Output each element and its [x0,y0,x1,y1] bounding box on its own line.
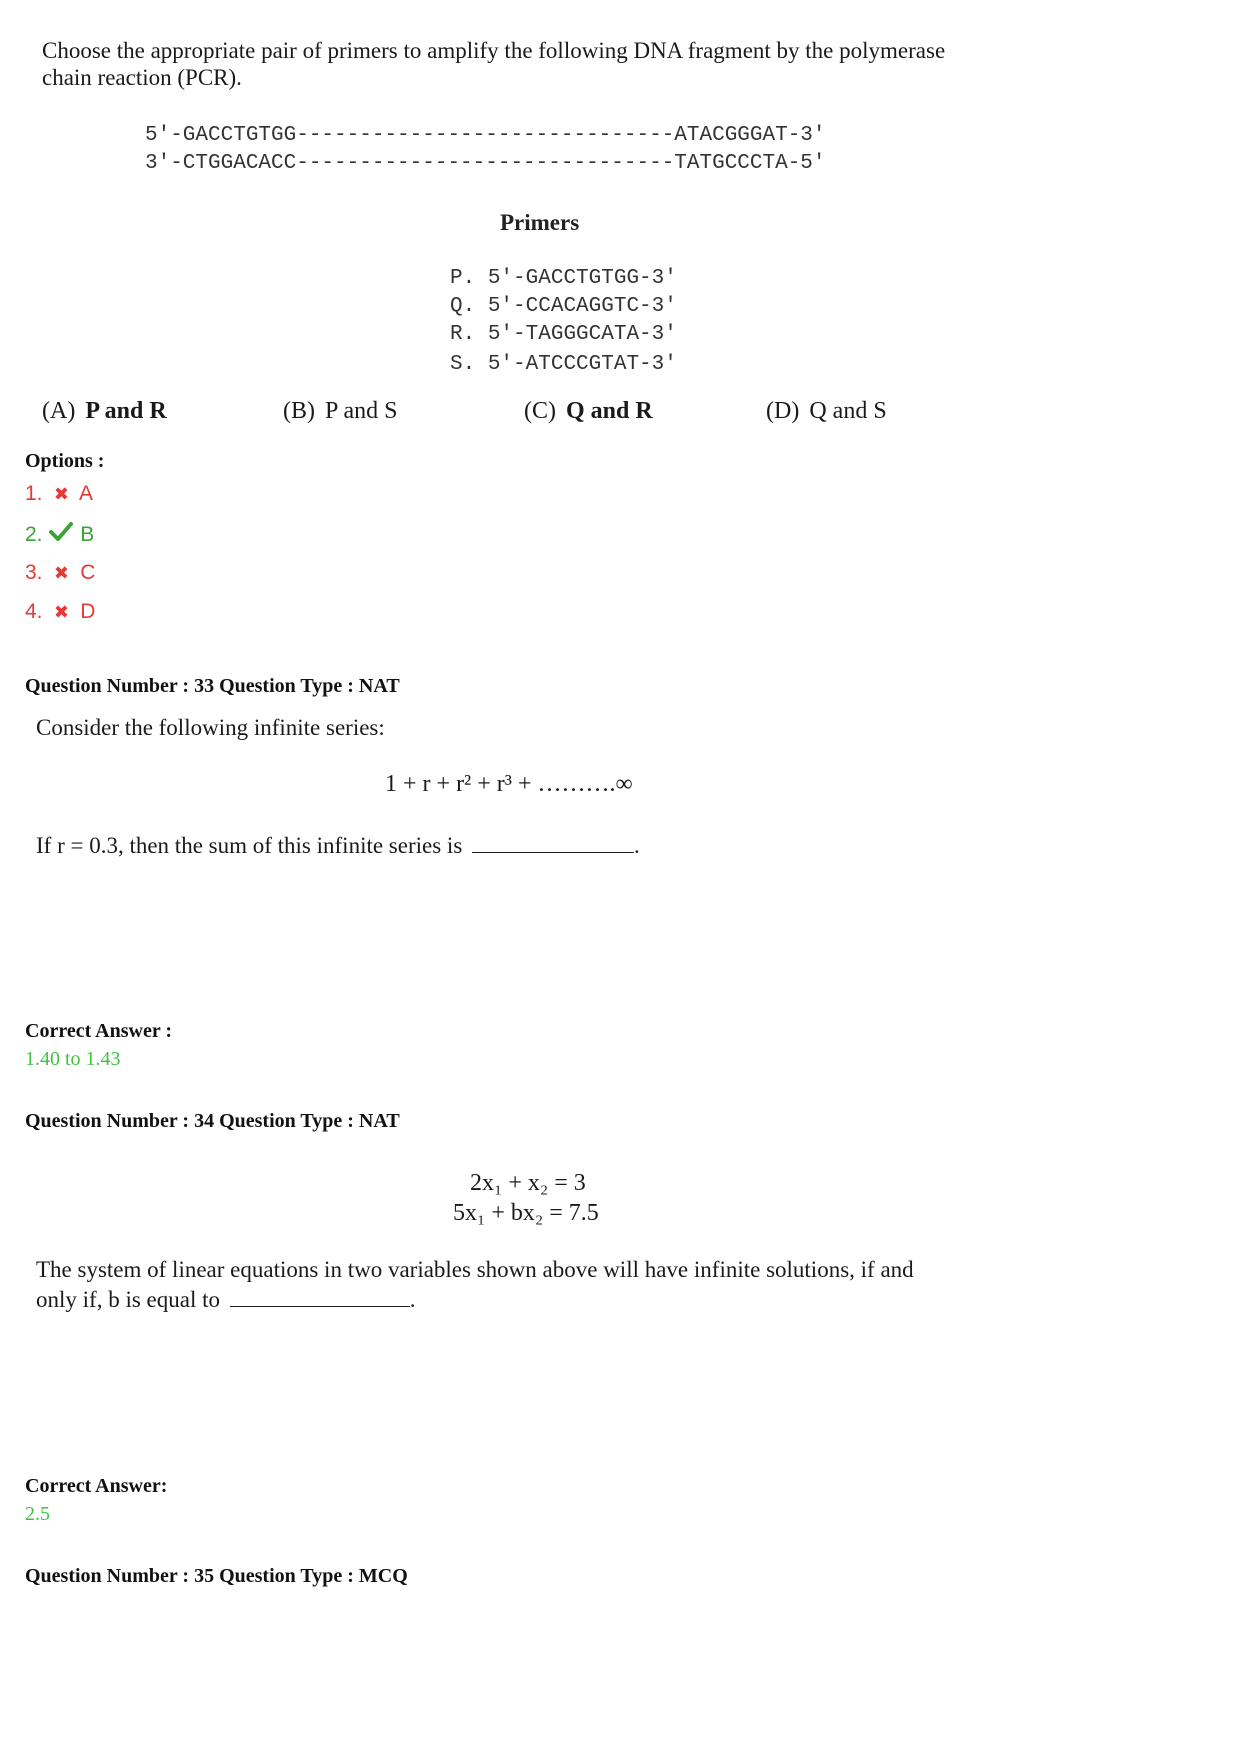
primer-row [450,267,677,290]
options-label: Options : [25,450,105,472]
primer-seq: 5′-ATCCCGTAT-3′ [487,353,677,376]
primers-heading: Primers [500,210,580,235]
q33-question: If r = 0.3, then the sum of this infinite series is . [36,833,640,858]
q32-stem-line1: Choose the appropriate pair of primers to amplify the following DNA fragment by the polymerase [42,38,946,63]
dna-bottom-strand: 3′-CTGGACACC------------------------------TATGCCCTA-5′ [145,152,826,175]
primer-seq: 5′-GACCTGTGG-3′ [487,267,677,290]
choice-b [283,398,397,425]
choice-text: Q and R [566,398,653,424]
answer-blank [472,832,634,853]
primer-row [450,353,677,376]
q35-header: Question Number : 35 Question Type : MCQ [25,1565,408,1587]
option-letter: B [80,523,95,546]
choice-text: Q and S [809,398,887,424]
primer-row [450,295,677,318]
q34-header: Question Number : 34 Question Type : NAT [25,1110,400,1132]
option-item[interactable] [25,561,95,585]
q33-stem: Consider the following infinite series: [36,715,385,740]
primer-seq: 5′-TAGGGCATA-3′ [487,323,677,346]
primer-seq: 5′-CCACAGGTC-3′ [487,295,677,318]
q34-stem-line1: The system of linear equations in two variables shown above will have infinite solutions, if and [36,1257,914,1282]
q34-equation-2: 5x₁ + bx₂ = 7.5 [453,1200,599,1226]
q34-stem-text: only if, b is equal to [36,1287,220,1312]
q34-stem-line2: only if, b is equal to . [36,1287,416,1312]
primer-row [450,323,677,346]
choice-text: P and R [85,398,167,424]
option-item[interactable] [25,482,93,506]
choice-a [42,398,167,425]
option-letter: C [80,561,96,584]
primer-key: R. [450,323,476,346]
choice-key: (A) [42,398,76,424]
option-letter: A [79,482,94,505]
q33-question-text: If r = 0.3, then the sum of this infinite series is [36,833,463,858]
choice-d [766,398,887,425]
option-letter: D [80,600,96,623]
cross-icon: ✖ [53,563,69,583]
choice-c [524,398,653,425]
answer-blank [230,1286,410,1307]
q33-answer-value: 1.40 to 1.43 [25,1048,121,1070]
choice-text: P and S [325,398,398,424]
option-number: 2. [25,523,43,546]
option-item[interactable] [25,521,94,547]
cross-icon: ✖ [53,602,69,622]
q33-series: 1 + r + r² + r³ + ……….∞ [385,771,633,797]
primer-key: Q. [450,295,476,318]
option-number: 3. [25,561,43,584]
checkmark-icon [48,521,74,546]
q34-equation-1: 2x₁ + x₂ = 3 [470,1170,586,1196]
q32-stem-line2: chain reaction (PCR). [42,65,242,90]
option-number: 4. [25,600,43,623]
q34-answer-value: 2.5 [25,1503,50,1525]
choice-key: (C) [524,398,556,424]
option-number: 1. [25,482,43,505]
choice-key: (B) [283,398,315,424]
primer-key: P. [450,267,476,290]
option-item[interactable] [25,600,95,624]
q33-header: Question Number : 33 Question Type : NAT [25,675,400,697]
cross-icon: ✖ [53,484,69,504]
q34-answer-label: Correct Answer: [25,1475,168,1497]
q33-answer-label: Correct Answer : [25,1020,172,1042]
choice-key: (D) [766,398,800,424]
dna-top-strand: 5′-GACCTGTGG------------------------------ATACGGGAT-3′ [145,124,826,147]
primer-key: S. [450,353,476,376]
